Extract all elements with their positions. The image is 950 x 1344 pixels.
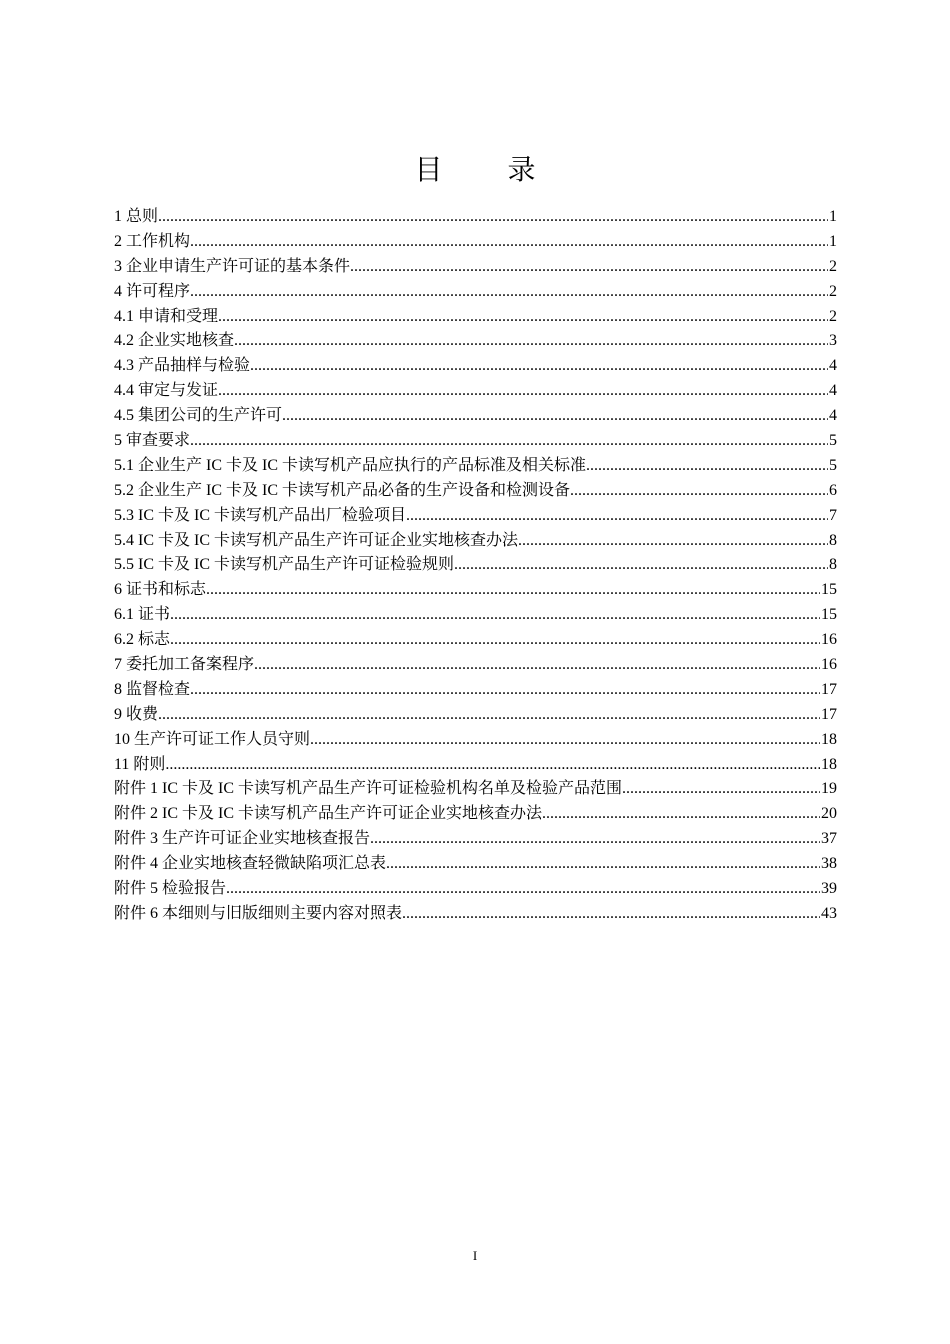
toc-entry-page-number: 37	[821, 830, 837, 848]
toc-entry-page-number: 17	[821, 680, 837, 698]
toc-dot-leader	[158, 703, 820, 728]
toc-entry-label: 10 生产许可证工作人员守则	[114, 730, 311, 748]
toc-entry-label: 附件 2 IC 卡及 IC 卡读写机产品生产许可证企业实地核查办法	[114, 805, 543, 823]
toc-entry-label: 2 工作机构	[114, 232, 191, 250]
toc-entry[interactable]	[114, 827, 837, 852]
table-of-contents	[114, 205, 837, 927]
toc-entry-page-number: 2	[829, 282, 837, 300]
toc-dot-leader	[234, 329, 828, 354]
toc-entry[interactable]	[114, 603, 837, 628]
toc-entry-label: 9 收费	[114, 705, 159, 723]
toc-entry-page-number: 20	[821, 805, 837, 823]
toc-entry[interactable]	[114, 628, 837, 653]
toc-dot-leader	[218, 305, 828, 330]
toc-entry-label: 8 监督检查	[114, 680, 191, 698]
toc-entry-page-number: 18	[821, 730, 837, 748]
toc-entry[interactable]	[114, 902, 837, 927]
toc-dot-leader	[542, 802, 820, 827]
toc-dot-leader	[158, 205, 828, 230]
toc-entry[interactable]	[114, 429, 837, 454]
toc-entry[interactable]	[114, 877, 837, 902]
toc-entry-page-number: 8	[829, 531, 837, 549]
toc-entry-page-number: 38	[821, 855, 837, 873]
toc-entry[interactable]	[114, 529, 837, 554]
toc-entry[interactable]	[114, 802, 837, 827]
toc-entry-page-number: 4	[829, 382, 837, 400]
toc-entry-page-number: 4	[829, 407, 837, 425]
toc-entry-label: 4.1 申请和受理	[114, 307, 219, 325]
toc-entry-label: 5.1 企业生产 IC 卡及 IC 卡读写机产品应执行的产品标准及相关标准	[114, 456, 587, 474]
toc-entry-page-number: 5	[829, 456, 837, 474]
toc-dot-leader	[586, 454, 828, 479]
toc-dot-leader	[250, 354, 828, 379]
toc-entry-page-number: 7	[829, 506, 837, 524]
toc-entry-page-number: 17	[821, 705, 837, 723]
toc-entry[interactable]	[114, 553, 837, 578]
toc-entry-label: 4.5 集团公司的生产许可	[114, 407, 283, 425]
toc-entry[interactable]	[114, 678, 837, 703]
toc-entry-label: 1 总则	[114, 208, 159, 225]
toc-entry-page-number: 43	[821, 904, 837, 922]
page-number-footer: I	[472, 1248, 478, 1263]
toc-entry-page-number: 2	[829, 307, 837, 325]
toc-dot-leader	[170, 628, 820, 653]
toc-dot-leader	[402, 902, 820, 927]
toc-dot-leader	[218, 379, 828, 404]
toc-dot-leader	[370, 827, 820, 852]
toc-dot-leader	[310, 728, 820, 753]
toc-dot-leader	[190, 429, 828, 454]
toc-dot-leader	[226, 877, 820, 902]
toc-dot-leader	[350, 255, 828, 280]
toc-dot-leader	[282, 404, 828, 429]
toc-dot-leader	[454, 553, 828, 578]
page-title: 目 录	[414, 153, 564, 186]
toc-entry-label: 4.3 产品抽样与检验	[114, 357, 251, 375]
toc-entry-page-number: 16	[821, 656, 837, 674]
toc-entry[interactable]	[114, 454, 837, 479]
toc-dot-leader	[570, 479, 828, 504]
toc-entry-label: 5.5 IC 卡及 IC 卡读写机产品生产许可证检验规则	[114, 556, 455, 574]
toc-dot-leader	[190, 280, 828, 305]
toc-dot-leader	[622, 777, 820, 802]
toc-entry[interactable]	[114, 753, 837, 778]
toc-entry[interactable]	[114, 703, 837, 728]
toc-entry[interactable]	[114, 852, 837, 877]
toc-entry-label: 附件 5 检验报告	[114, 880, 227, 898]
toc-entry-label: 附件 3 生产许可证企业实地核查报告	[114, 830, 371, 848]
toc-entry-label: 7 委托加工备案程序	[114, 656, 255, 674]
toc-entry-label: 6.1 证书	[114, 606, 171, 624]
toc-entry-page-number: 4	[829, 357, 837, 375]
toc-entry-page-number: 18	[821, 755, 837, 773]
toc-entry[interactable]	[114, 230, 837, 255]
toc-entry-label: 5.3 IC 卡及 IC 卡读写机产品出厂检验项目	[114, 506, 407, 524]
toc-entry-page-number: 3	[829, 332, 837, 350]
toc-entry-label: 6 证书和标志	[114, 581, 207, 599]
toc-entry-page-number: 1	[829, 232, 837, 250]
toc-entry[interactable]	[114, 255, 837, 280]
toc-entry-label: 6.2 标志	[114, 631, 171, 649]
toc-entry-label: 附件 4 企业实地核查轻微缺陷项汇总表	[114, 855, 387, 873]
toc-entry[interactable]	[114, 504, 837, 529]
toc-dot-leader	[170, 603, 820, 628]
toc-entry-page-number: 16	[821, 631, 837, 649]
toc-entry[interactable]	[114, 728, 837, 753]
toc-entry-page-number: 6	[829, 481, 837, 499]
toc-entry-label: 5 审查要求	[114, 432, 191, 450]
toc-dot-leader	[190, 678, 820, 703]
toc-entry-page-number: 39	[821, 880, 837, 898]
toc-entry-label: 5.4 IC 卡及 IC 卡读写机产品生产许可证企业实地核查办法	[114, 531, 519, 549]
toc-entry[interactable]	[114, 354, 837, 379]
toc-entry[interactable]	[114, 479, 837, 504]
toc-entry[interactable]	[114, 404, 837, 429]
toc-entry-page-number: 1	[829, 208, 837, 225]
toc-entry[interactable]	[114, 205, 837, 230]
toc-entry[interactable]	[114, 653, 837, 678]
toc-entry-label: 11 附则	[114, 755, 166, 773]
toc-entry-page-number: 5	[829, 432, 837, 450]
toc-entry-label: 4 许可程序	[114, 282, 191, 300]
toc-dot-leader	[406, 504, 828, 529]
toc-entry-page-number: 19	[821, 780, 837, 798]
toc-entry-page-number: 15	[821, 581, 837, 599]
toc-entry[interactable]	[114, 777, 837, 802]
toc-entry-page-number: 15	[821, 606, 837, 624]
toc-dot-leader	[206, 578, 820, 603]
toc-entry[interactable]	[114, 280, 837, 305]
toc-entry-label: 5.2 企业生产 IC 卡及 IC 卡读写机产品必备的生产设备和检测设备	[114, 481, 571, 499]
toc-entry[interactable]	[114, 578, 837, 603]
toc-dot-leader	[518, 529, 828, 554]
toc-entry-page-number: 2	[829, 257, 837, 275]
toc-entry-label: 3 企业申请生产许可证的基本条件	[114, 257, 351, 275]
toc-entry-page-number: 8	[829, 556, 837, 574]
toc-entry-label: 4.4 审定与发证	[114, 382, 219, 400]
toc-entry-label: 4.2 企业实地核查	[114, 332, 235, 350]
toc-entry-label: 附件 6 本细则与旧版细则主要内容对照表	[114, 904, 403, 922]
toc-dot-leader	[190, 230, 828, 255]
toc-entry[interactable]	[114, 329, 837, 354]
toc-dot-leader	[165, 753, 820, 778]
toc-dot-leader	[386, 852, 820, 877]
toc-entry[interactable]	[114, 379, 837, 404]
toc-entry-label: 附件 1 IC 卡及 IC 卡读写机产品生产许可证检验机构名单及检验产品范围	[114, 780, 623, 798]
toc-entry[interactable]	[114, 305, 837, 330]
toc-dot-leader	[254, 653, 820, 678]
